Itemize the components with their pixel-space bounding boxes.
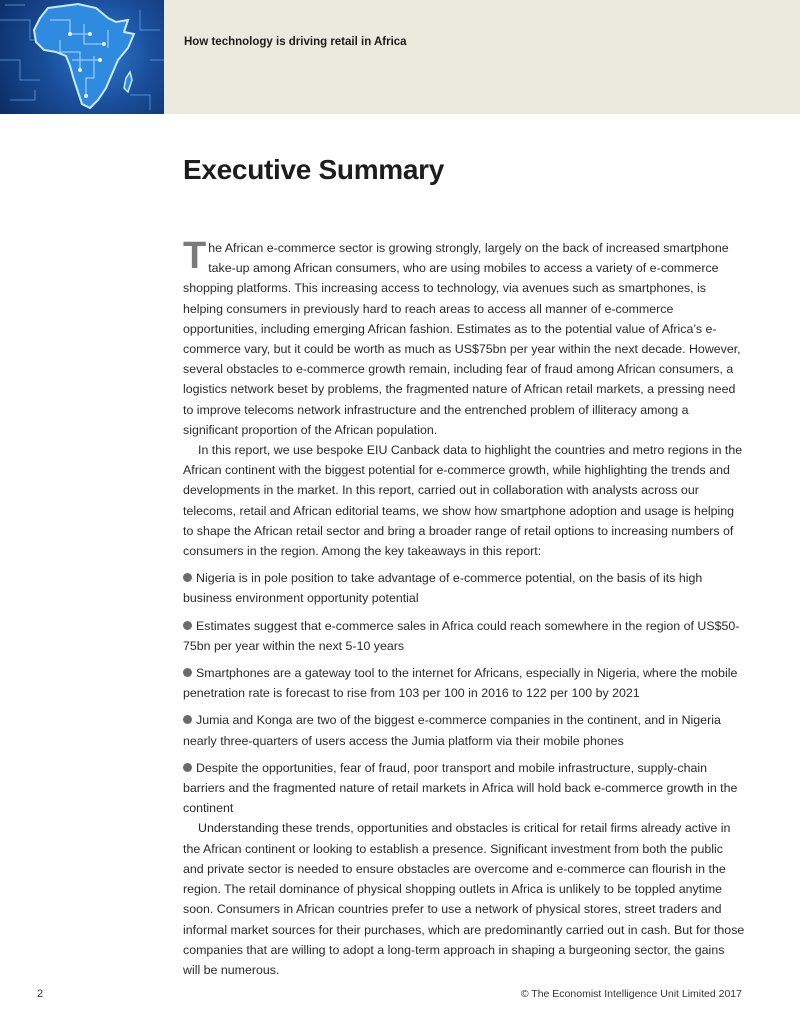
bullet-item bbox=[183, 663, 745, 703]
bullet-icon bbox=[183, 715, 192, 724]
intro-paragraph bbox=[183, 235, 745, 440]
paragraph-2: In this report, we use bespoke EIU Canback data to highlight the countries and metro regions in the African continent with the biggest potential for e-commerce growth, while highlighting the trends and developments in the market. In this report, carried out in collaboration with analysts across our telecoms, retail and African editorial teams, we show how smartphone adoption and usage is helping to shape the African retail sector and bring a broader range of retail options to increasing numbers of consumers in the region. Among the key takeaways in this report: bbox=[183, 443, 743, 559]
bullet-item bbox=[183, 568, 745, 608]
bullet-item bbox=[183, 710, 745, 750]
bullet-item bbox=[183, 616, 745, 656]
page-title: Executive Summary bbox=[183, 154, 445, 185]
bullet-icon bbox=[183, 573, 192, 582]
bullet-item bbox=[183, 758, 745, 819]
bullet-text: Nigeria is in pole position to take advantage of e-commerce potential, on the basis of its high business environment opportunity potential bbox=[183, 571, 703, 606]
bullet-icon bbox=[183, 763, 192, 772]
africa-circuit-map-icon bbox=[0, 0, 164, 114]
bullet-text: Jumia and Konga are two of the biggest e-commerce companies in the continent, and in Nigeria nearly three-quarters of users access the Jumia platform via their mobile phones bbox=[183, 713, 721, 748]
bullet-icon bbox=[183, 668, 192, 677]
body-text bbox=[183, 235, 745, 980]
intro-text: he African e-commerce sector is growing strongly, largely on the back of increased smartphone take-up among African consumers, who are using mobiles to access a variety of e-commerce shopping platforms. This increasing access to technology, via avenues such as smartphones, is helping consumers in previously hard to reach areas to access all manner of e-commerce opportunities, including emerging African fashion. Estimates as to the potential value of Africa’s e-commerce vary, but it could be worth as much as US$75bn per year within the next decade. However, several obstacles to e-commerce growth remain, including fear of fraud among African consumers, a logistics network beset by problems, the fragmented nature of African retail markets, a pressing need to improve telecoms network infrastructure and the entrenched problem of illiteracy among a significant proportion of the African population. bbox=[183, 241, 741, 437]
copyright-notice: © The Economist Intelligence Unit Limited 2017 bbox=[520, 988, 742, 1000]
header-title: How technology is driving retail in Africa bbox=[184, 36, 407, 48]
bullet-icon bbox=[183, 621, 192, 630]
bullet-text: Smartphones are a gateway tool to the internet for Africans, especially in Nigeria, where the mobile penetration rate is forecast to rise from 103 per 100 in 2016 to 122 per 100 by 2021 bbox=[183, 666, 738, 701]
bullet-text: Despite the opportunities, fear of fraud, poor transport and mobile infrastructure, supply-chain barriers and the fragmented nature of retail markets in Africa will hold back e-commerce growth in the continent bbox=[183, 760, 738, 816]
dropcap: T bbox=[183, 235, 207, 277]
paragraph-3: Understanding these trends, opportunities and obstacles is critical for retail firms already active in the African continent or looking to establish a presence. Significant investment from both the public and private sector is needed to ensure obstacles are overcome and e-commerce can flourish in the region. The retail dominance of physical shopping outlets in Africa is unlikely to be toppled anytime soon. Consumers in African countries prefer to use a network of physical stores, street traders and informal market sources for their purchases, which are predominantly carried out in cash. But for those companies that are willing to adopt a long-term approach in shaping a burgeoning sector, the gains will be numerous. bbox=[183, 821, 745, 977]
africa-circuit-map-image bbox=[0, 0, 164, 114]
bullet-text: Estimates suggest that e-commerce sales in Africa could reach somewhere in the region of US$50-75bn per year within the next 5-10 years bbox=[183, 618, 740, 653]
page-number: 2 bbox=[37, 988, 44, 1000]
